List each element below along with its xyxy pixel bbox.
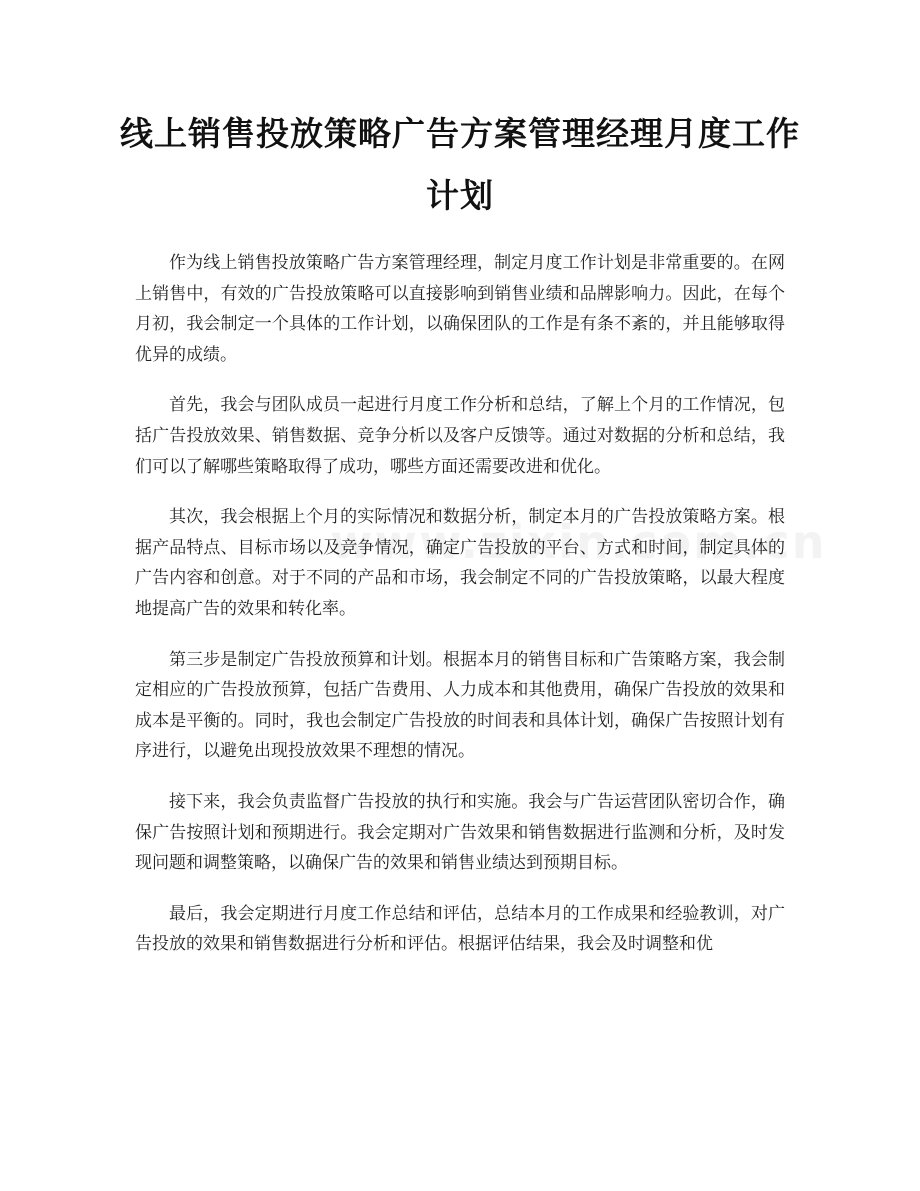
paragraph-2: 首先，我会与团队成员一起进行月度工作分析和总结，了解上个月的工作情况，包括广告投放效果、销售数据、竞争分析以及客户反馈等。通过对数据的分析和总结，我们可以了解哪些策略取得了成功，哪些方面还需要改进和优化。 bbox=[135, 395, 785, 477]
document-title: 线上销售投放策略广告方案管理经理月度工作计划 bbox=[120, 114, 800, 215]
paragraph-4: 第三步是制定广告投放预算和计划。根据本月的销售目标和广告策略方案，我会制定相应的广告投放预算，包括广告费用、人力成本和其他费用，确保广告投放的效果和成本是平衡的。同时，我也会制定广告投放的时间表和具体计划，确保广告按照计划有序进行，以避免出现投放效果不理想的情况。 bbox=[135, 649, 785, 762]
document-body bbox=[135, 248, 785, 980]
paragraph-5: 接下来，我会负责监督广告投放的执行和实施。我会与广告运营团队密切合作，确保广告按照计划和预期进行。我会定期对广告效果和销售数据进行监测和分析，及时发现问题和调整策略，以确保广告的效果和销售业绩达到预期目标。 bbox=[135, 791, 785, 874]
paragraph-1: 作为线上销售投放策略广告方案管理经理，制定月度工作计划是非常重要的。在网上销售中，有效的广告投放策略可以直接影响到销售业绩和品牌影响力。因此，在每个月初，我会制定一个具体的工作计划，以确保团队的工作是有条不紊的，并且能够取得优异的成绩。 bbox=[135, 253, 785, 365]
paragraph-6: 最后，我会定期进行月度工作总结和评估，总结本月的工作成果和经验教训，对广告投放的效果和销售数据进行分析和评估。根据评估结果，我会及时调整和优 bbox=[135, 903, 785, 955]
paragraph-3: 其次，我会根据上个月的实际情况和数据分析，制定本月的广告投放策略方案。根据产品特点、目标市场以及竞争情况，确定广告投放的平台、方式和时间，制定具体的广告内容和创意。对于不同的产品和市场，我会制定不同的广告投放策略，以最大程度地提高广告的效果和转化率。 bbox=[135, 507, 785, 619]
